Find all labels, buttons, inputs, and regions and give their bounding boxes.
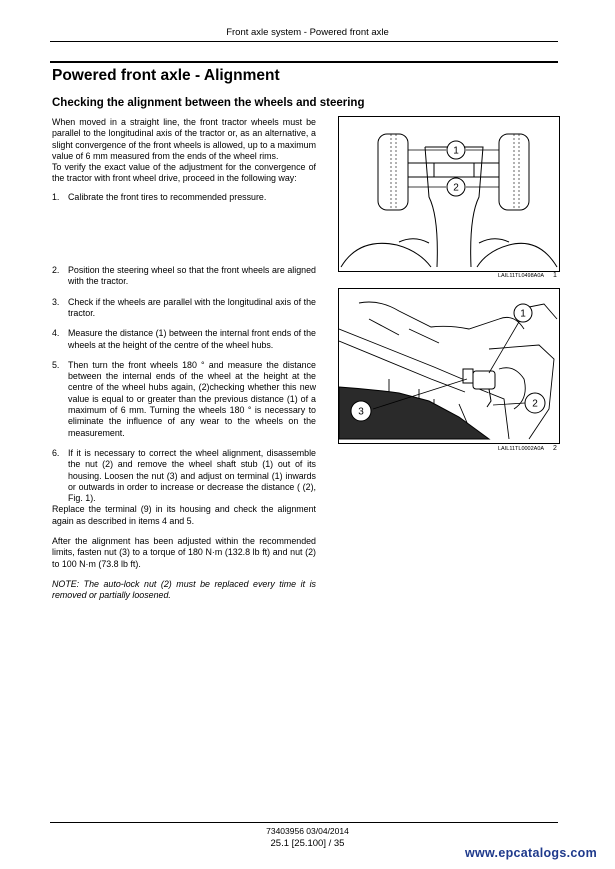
step-item (52, 192, 316, 203)
figure-1-callout-1: 1 (453, 145, 459, 157)
figure-2-caption: LAIL11TL0002A0A (498, 446, 545, 452)
step-text: Position the steering wheel so that the front wheels are aligned with the tractor. (68, 265, 316, 287)
figure-2-drawing (339, 289, 559, 443)
figure-1-caption: LAIL11TL0498A0A (498, 273, 545, 279)
step-text: Measure the distance (1) between the internal front ends of the wheels at the height of the centre of the wheel hubs. (68, 328, 316, 350)
step-item (52, 360, 316, 439)
intro-paragraph-2: To verify the exact value of the adjustment for the convergence of the tractor with front wheel drive, proceed in the following way: (52, 162, 316, 184)
figure-2-number: 2 (553, 445, 557, 452)
step-number: 5. (52, 359, 60, 370)
figure-1-callout-2: 2 (453, 182, 459, 194)
footer-rule (50, 822, 558, 823)
step-text: Check if the wheels are parallel with the longitudinal axis of the tractor. (68, 296, 316, 318)
step-text: If it is necessary to correct the wheel alignment, disassemble the nut (2) and remove the wheel shaft stub (1) out of its housing. Loosen the nut (3) and adjust on terminal (1) inwards or outwards in order to increase or decrease the distance ( (2), Fig. 1). (68, 447, 316, 504)
figure-2 (338, 288, 560, 444)
running-header: Front axle system - Powered front axle (226, 27, 389, 38)
figure-2-callout-3: 3 (358, 406, 364, 418)
body-text (52, 117, 316, 602)
step-item (52, 265, 316, 288)
step-item (52, 448, 316, 504)
after-steps-paragraph-2: After the alignment has been adjusted within the recommended limits, fasten nut (3) to a torque of 180 N·m (132.8 lb ft) and nut (2) to 100 N·m (73.8 lb ft). (52, 536, 316, 569)
step-number: 6. (52, 447, 60, 458)
step-number: 2. (52, 265, 60, 276)
title-rule (50, 61, 558, 63)
figure-2-callout-2: 2 (532, 398, 538, 410)
step-item (52, 297, 316, 320)
watermark: www.epcatalogs.com (464, 846, 597, 860)
step-number: 3. (52, 296, 60, 307)
step-text: Then turn the front wheels 180 ° and measure the distance between the internal ends of the wheel at the height at the centre of the wheel hubs again, (2)checking whether this new value is equal to or greater than the previous distance (1) of a maximum of 6 mm. Turning the wheels 180 ° is necessary to eliminate the influence of any wear to the wheels on the measurement. (68, 359, 316, 438)
footer-doc-code: 73403956 03/04/2014 (266, 826, 349, 836)
figure-1-drawing (339, 117, 559, 271)
figure-2-callout-1: 1 (520, 308, 526, 320)
header-rule (50, 41, 558, 42)
page-title: Powered front axle - Alignment (52, 67, 280, 84)
figure-1-number: 1 (553, 272, 557, 279)
footer-page-number: 25.1 [25.100] / 35 (270, 838, 345, 849)
after-steps-paragraph-1: Replace the terminal (9) in its housing and check the alignment again as described in items 4 and 5. (52, 504, 316, 526)
note-paragraph: NOTE: The auto-lock nut (2) must be replaced every time it is removed or partially loosened. (52, 578, 316, 601)
intro-paragraph-1: When moved in a straight line, the front tractor wheels must be parallel to the longitudinal axis of the tractor or, as an alternative, a slight convergence of the front wheels is allowed, up to a maximum value of 6 mm measured from the ends of the wheel rims. (52, 117, 316, 161)
section-subtitle: Checking the alignment between the wheels and steering (52, 97, 365, 109)
step-text: Calibrate the front tires to recommended pressure. (68, 191, 267, 202)
step-number: 4. (52, 328, 60, 339)
step-number: 1. (52, 191, 60, 202)
step-item (52, 328, 316, 351)
figure-1 (338, 116, 560, 272)
